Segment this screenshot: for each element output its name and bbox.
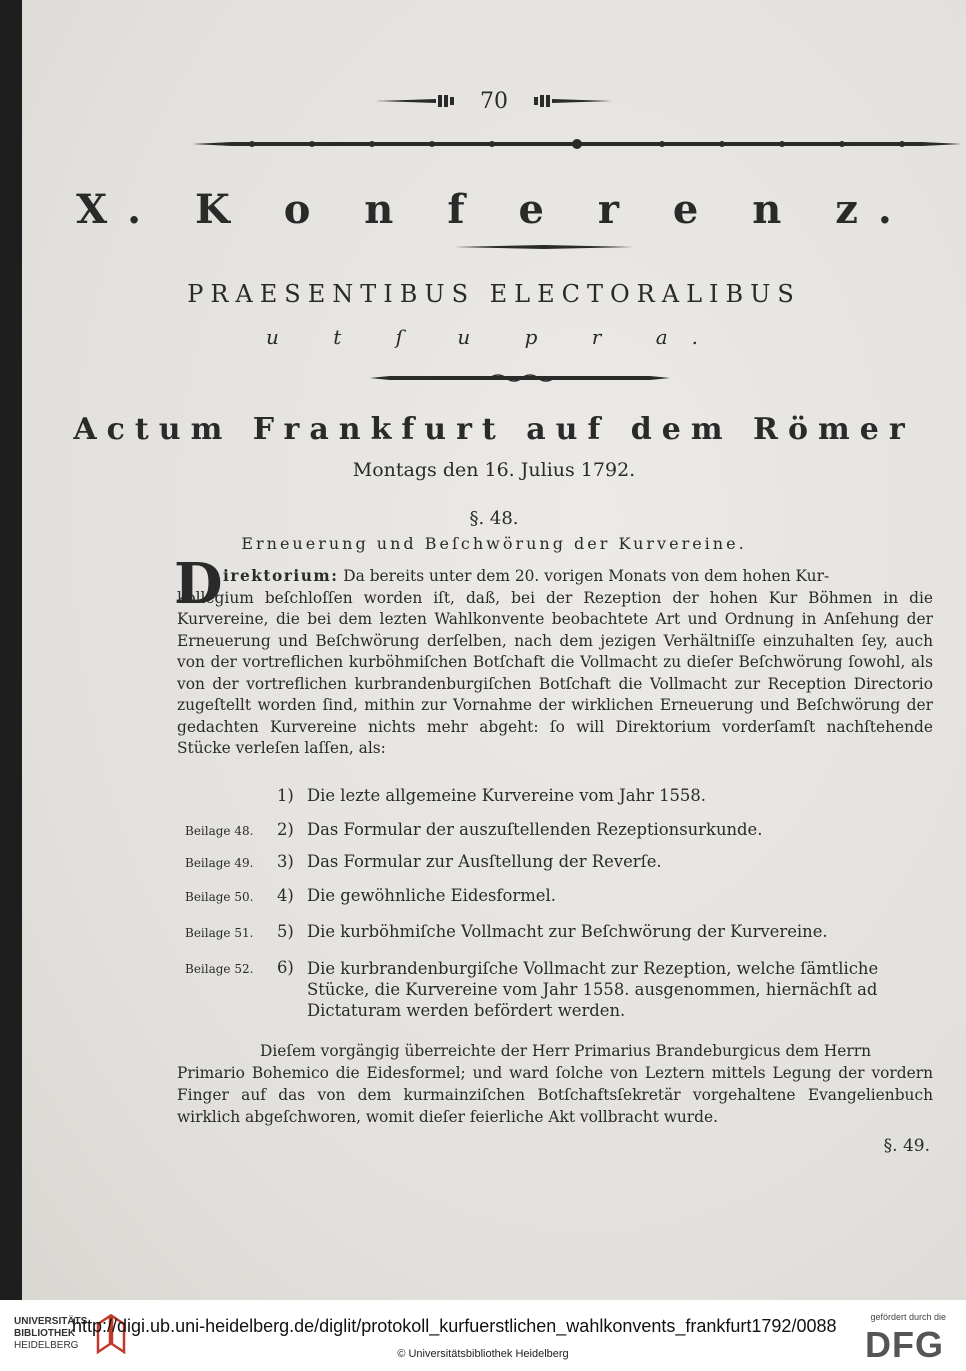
section-number: §. 48. [469, 508, 519, 529]
paragraph-body: kollegium beſchloſſen worden iſt, daß, bei der Rezeption der hohen Kur Böhmen in die Kurvereine, die bei dem lezten Wahlkonvente beobachtete Art und Ordnung in Anſehung der Erneuerung und Beſchwörung derſelben, nach dem jezigen Verhältniſſe einzuhalten ſey, auch von der vortreflichen kurböhmiſchen Botſchaft die Vollmacht zu dieſer Beſchwörung ſowohl, als von der vortreflichen kurbrandenburgiſchen Botſchaft die Vollmacht zur Reception Directorio zugeſtellt worden ſind, mithin zur Vornahme der wirklichen Erneuerung und Beſchwörung der gedachten Kurvereine nichts mehr abgeht: ſo will Direktorium vorderſamſt nachſtehende Stücke verleſen laſſen, als: [177, 588, 933, 757]
paragraph-first-line-text: Da bereits unter dem 20. vorigen Monats von dem hohen Kur- [338, 567, 830, 585]
document-page [22, 0, 966, 1300]
page-number: 70 [480, 88, 508, 114]
conference-title: X. K o n f e r e n z. [76, 186, 912, 233]
beilage-label: Beilage 50. [185, 890, 254, 904]
ornament-right-icon [532, 94, 612, 108]
praesentibus-heading: PRAESENTIBUS ELECTORALIBUS [187, 280, 801, 308]
ornament-left-icon [376, 94, 456, 108]
item-text: Die kurböhmiſche Vollmacht zur Beſchwörung der Kurvereine. [307, 922, 828, 941]
list-item [22, 886, 966, 910]
item-number: 4) [277, 886, 294, 905]
ut-supra-line: u t ſ u p r a. [266, 325, 722, 349]
beilage-label: Beilage 51. [185, 926, 254, 940]
dfg-logo: DFG [865, 1324, 944, 1365]
paragraph-direktorium [177, 566, 933, 760]
beilage-label: Beilage 52. [185, 962, 254, 976]
catchword: §. 49. [883, 1136, 930, 1156]
item-number: 2) [277, 820, 294, 839]
item-text: Die kurbrandenburgiſche Vollmacht zur Rezeption, welche ſämtliche Stücke, die Kurvereine vom Jahr 1558. ausgenommen, hiernächſt ad Dictaturam werden befördert werden. [307, 959, 879, 1020]
list-item [22, 852, 966, 876]
direktorium-lead: irektorium: [223, 567, 339, 585]
list-item [22, 786, 966, 810]
item-number: 6) [277, 958, 294, 977]
beilage-label: Beilage 48. [185, 824, 254, 838]
ornamental-rule-middle-icon [370, 372, 670, 384]
actum-heading: Actum Frankfurt auf dem Römer [73, 412, 915, 447]
logo-line-1: UNIVERSITÄTS [14, 1316, 88, 1327]
paragraph-oath-first-line: Dieſem vorgängig überreichte der Herr Primarius Brandeburgicus dem Herrn [260, 1042, 872, 1060]
item-number: 3) [277, 852, 294, 871]
copyright-notice: © Universitätsbibliothek Heidelberg [397, 1348, 569, 1360]
page-header [22, 86, 966, 116]
item-number: 5) [277, 922, 294, 941]
item-text: Die gewöhnliche Eidesformel. [307, 886, 556, 905]
section-subheading: Erneuerung und Beſchwörung der Kurvereine. [241, 534, 747, 553]
paragraph-first-line [177, 566, 933, 588]
list-item [22, 958, 966, 1024]
date-line: Montags den 16. Julius 1792. [352, 459, 636, 481]
list-item [22, 820, 966, 844]
funded-by-label: gefördert durch die [870, 1312, 946, 1322]
ornamental-rule-top-icon [192, 136, 962, 152]
logo-line-2: BIBLIOTHEK [14, 1328, 76, 1339]
footer-bar [0, 1300, 966, 1371]
paragraph-oath-body: Primario Bohemico die Eidesformel; und ward ſolche von Leztern mittels Legung der vordern Finger auf das von dem kurmainziſchen Botſchaftsſekretär vorgehaltene Evangelienbuch wirklich abgeſchworen, womit dieſer feierliche Akt vollbracht wurde. [177, 1064, 933, 1126]
beilage-label: Beilage 49. [185, 856, 254, 870]
paragraph-oath [177, 1040, 933, 1128]
item-number: 1) [277, 786, 294, 805]
item-text: Das Formular der auszuſtellenden Rezeptionsurkunde. [307, 820, 763, 839]
item-text: Die lezte allgemeine Kurvereine vom Jahr 1558. [307, 786, 706, 805]
short-rule-icon [454, 243, 634, 251]
permalink-url[interactable]: http://digi.ub.uni-heidelberg.de/diglit/protokoll_kurfuerstlichen_wahlkonvents_frankfurt1792/0088 [72, 1316, 837, 1336]
item-text: Das Formular zur Ausſtellung der Reverſe. [307, 852, 662, 871]
list-item [22, 922, 966, 946]
logo-line-3: HEIDELBERG [14, 1340, 79, 1351]
drop-cap: D [174, 551, 223, 617]
